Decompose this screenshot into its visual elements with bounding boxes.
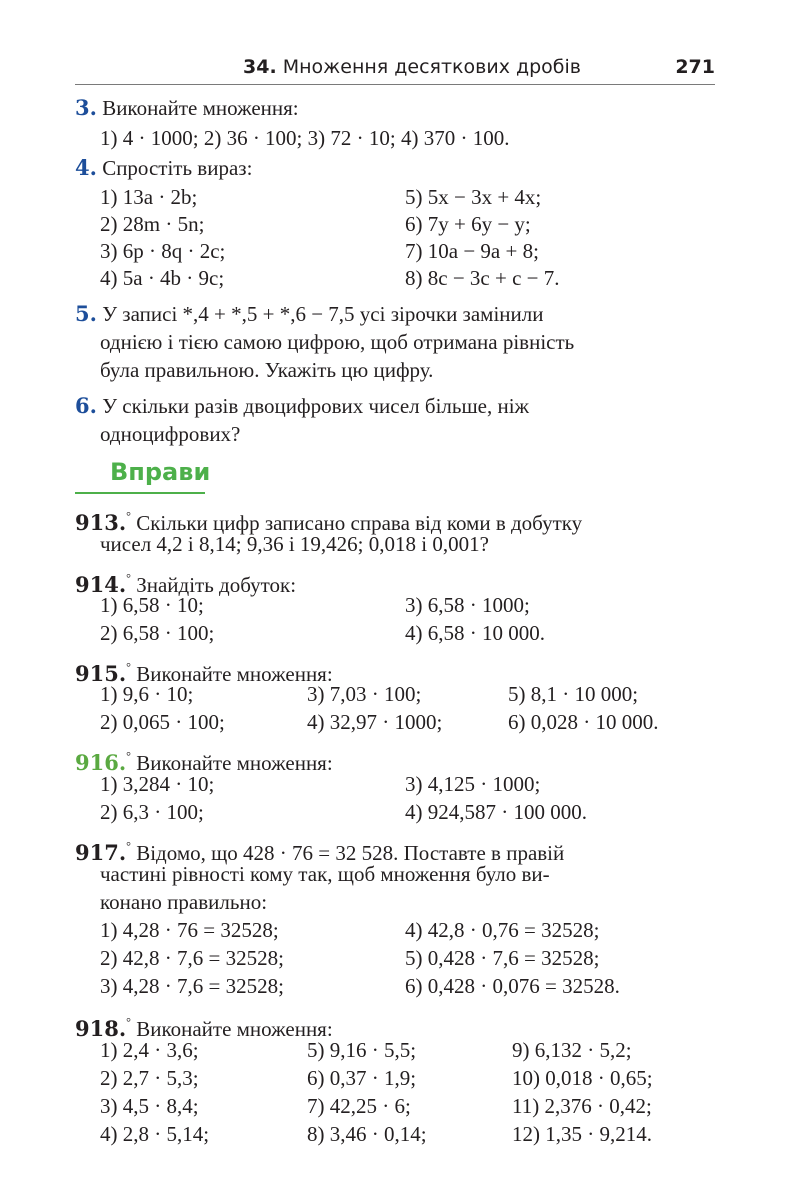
exercise-number: 914. xyxy=(75,572,127,597)
task-item: 12) 1,35 · 9,214. xyxy=(512,1122,652,1146)
question-3-tasks: 1) 4 · 1000; 2) 36 · 100; 3) 72 · 10; 4) 370 · 100. xyxy=(100,126,510,150)
task-item: 1) 4,28 · 76 = 32528; xyxy=(100,918,279,942)
task-item: 2) 6,58 · 100; xyxy=(100,621,215,645)
question-text: Спростіть вираз: xyxy=(102,156,253,180)
task-item: 2) 6,3 · 100; xyxy=(100,800,204,824)
task-item: 4) 5a · 4b · 9c; xyxy=(100,266,225,290)
section-underline xyxy=(75,492,205,494)
task-item: 2) 2,7 · 5,3; xyxy=(100,1066,199,1090)
exercise-text: Знайдіть добуток: xyxy=(136,573,297,597)
difficulty-mark: ° xyxy=(126,749,131,763)
exercise-text: частині рівності кому так, щоб множення було ви- xyxy=(100,862,550,886)
question-6 xyxy=(75,392,529,420)
task-item: 3) 4,5 · 8,4; xyxy=(100,1094,199,1118)
task-item: 4) 2,8 · 5,14; xyxy=(100,1122,210,1146)
question-text-line: була правильною. Укажіть цю цифру. xyxy=(100,358,434,382)
task-item: 4) 32,97 · 1000; xyxy=(307,710,443,734)
exercise-text: Виконайте множення: xyxy=(136,1017,333,1041)
task-item: 3) 4,125 · 1000; xyxy=(405,772,541,796)
question-number: 6. xyxy=(75,393,97,418)
task-item: 1) 9,6 · 10; xyxy=(100,682,194,706)
task-item: 10) 0,018 · 0,65; xyxy=(512,1066,653,1090)
difficulty-mark: ° xyxy=(126,571,131,585)
question-5 xyxy=(75,300,544,328)
exercise-number: 916. xyxy=(75,750,127,775)
question-number: 5. xyxy=(75,301,97,326)
task-item: 2) 28m · 5n; xyxy=(100,212,205,236)
difficulty-mark: ° xyxy=(126,839,131,853)
question-text-line: однією і тією самою цифрою, щоб отримана рівність xyxy=(100,330,575,354)
exercise-text: чисел 4,2 і 8,14; 9,36 і 19,426; 0,018 і 0,001? xyxy=(100,532,489,556)
question-text-line: У скільки разів двоцифрових чисел більше, ніж xyxy=(102,394,530,418)
question-4 xyxy=(75,154,252,182)
exercise-number: 915. xyxy=(75,661,127,686)
exercise-number: 918. xyxy=(75,1016,127,1041)
task-item: 5) 5x − 3x + 4x; xyxy=(405,185,542,209)
difficulty-mark: ° xyxy=(126,660,131,674)
task-item: 4) 6,58 · 10 000. xyxy=(405,621,545,645)
chapter-title: Множення десяткових дробів xyxy=(282,56,581,78)
task-item: 7) 10a − 9a + 8; xyxy=(405,239,539,263)
section-title: Вправи xyxy=(110,458,211,486)
task-item: 4) 42,8 · 0,76 = 32528; xyxy=(405,918,600,942)
chapter-number: 34. xyxy=(243,56,277,78)
header-divider xyxy=(75,84,715,85)
question-text: Виконайте множення: xyxy=(102,96,299,120)
difficulty-mark: ° xyxy=(126,509,131,523)
exercise-number: 913. xyxy=(75,510,127,535)
exercise-text: Скільки цифр записано справа від коми в добутку xyxy=(136,511,583,535)
task-item: 8) 3,46 · 0,14; xyxy=(307,1122,427,1146)
task-item: 11) 2,376 · 0,42; xyxy=(512,1094,652,1118)
task-item: 8) 8c − 3c + c − 7. xyxy=(405,266,560,290)
task-item: 2) 42,8 · 7,6 = 32528; xyxy=(100,946,284,970)
page-header xyxy=(75,50,715,90)
task-item: 3) 6,58 · 1000; xyxy=(405,593,530,617)
task-item: 1) 13a · 2b; xyxy=(100,185,198,209)
question-text-line: У записі *,4 + *,5 + *,6 − 7,5 усі зірочки замінили xyxy=(102,302,544,326)
exercise-text: Виконайте множення: xyxy=(136,751,333,775)
task-item: 7) 42,25 · 6; xyxy=(307,1094,411,1118)
exercise-number: 917. xyxy=(75,840,127,865)
task-item: 6) 0,028 · 10 000. xyxy=(508,710,659,734)
task-item: 2) 0,065 · 100; xyxy=(100,710,225,734)
task-item: 9) 6,132 · 5,2; xyxy=(512,1038,632,1062)
task-item: 1) 3,284 · 10; xyxy=(100,772,215,796)
question-text-line: одноцифрових? xyxy=(100,422,241,446)
task-item: 1) 6,58 · 10; xyxy=(100,593,204,617)
task-item: 1) 2,4 · 3,6; xyxy=(100,1038,199,1062)
task-item: 5) 0,428 · 7,6 = 32528; xyxy=(405,946,600,970)
task-item: 5) 8,1 · 10 000; xyxy=(508,682,639,706)
exercise-text: Відомо, що 428 · 76 = 32 528. Поставте в правій xyxy=(136,841,565,865)
question-3 xyxy=(75,94,299,122)
task-item: 4) 924,587 · 100 000. xyxy=(405,800,587,824)
task-item: 6) 0,428 · 0,076 = 32528. xyxy=(405,974,620,998)
task-item: 3) 4,28 · 7,6 = 32528; xyxy=(100,974,284,998)
exercise-text: конано правильно: xyxy=(100,890,268,914)
task-item: 5) 9,16 · 5,5; xyxy=(307,1038,417,1062)
question-number: 4. xyxy=(75,155,97,180)
task-item: 3) 6p · 8q · 2c; xyxy=(100,239,226,263)
exercise-text: Виконайте множення: xyxy=(136,662,333,686)
chapter-heading xyxy=(243,56,581,78)
page-number: 271 xyxy=(675,56,715,78)
task-item: 6) 0,37 · 1,9; xyxy=(307,1066,417,1090)
task-item: 6) 7y + 6y − y; xyxy=(405,212,531,236)
task-item: 3) 7,03 · 100; xyxy=(307,682,422,706)
question-number: 3. xyxy=(75,95,97,120)
difficulty-mark: ° xyxy=(126,1015,131,1029)
